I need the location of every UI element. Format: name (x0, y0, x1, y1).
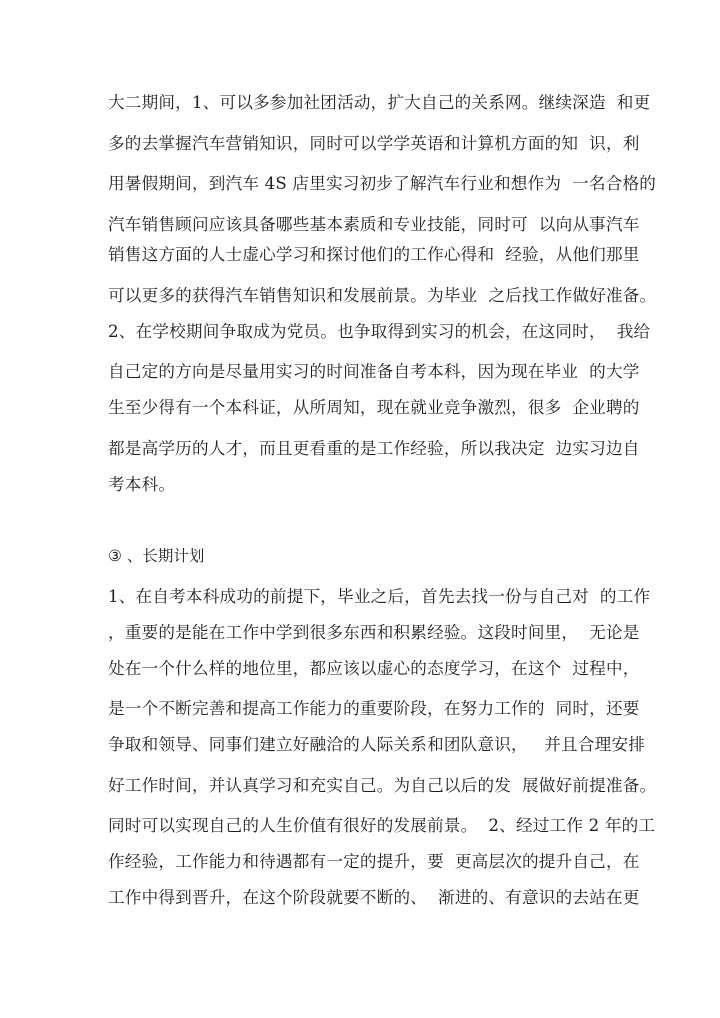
paragraph-line: 同时可以实现自己的人生价值有很好的发展前景。 2、经过工作 2 年的工 (108, 816, 656, 835)
paragraph-line: 可以更多的获得汽车销售知识和发展前景。为毕业 之后找工作做好准备。 (108, 286, 657, 305)
paragraph-line: 是一个不断完善和提高工作能力的重要阶段，在努力工作的 同时，还要 (108, 699, 640, 718)
paragraph-line: 工作中得到晋升，在这个阶段就要不断的、 渐进的、有意识的去站在更 (108, 888, 640, 907)
paragraph-line: 都是高学历的人才，而且更看重的是工作经验，所以我决定 边实习边自 (108, 439, 640, 458)
paragraph-line: 争取和领导、同事们建立好融洽的人际关系和团队意识， 并且合理安排 (108, 735, 646, 754)
paragraph-line: 好工作时间，并认真学习和充实自己。为自己以后的发 展做好前提准备。 (108, 776, 657, 795)
paragraph-line: 处在一个什么样的地位里，都应该以虚心的态度学习，在这个 过程中， (108, 659, 640, 678)
paragraph-line: 作经验，工作能力和待遇都有一定的提升，要 更高层次的提升自己，在 (108, 852, 640, 871)
paragraph-line: 大二期间，1、可以多参加社团活动，扩大自己的关系网。继续深造 和更 (108, 93, 651, 112)
paragraph-line: 生至少得有一个本科证，从所周知，现在就业竞争激烈，很多 企业聘的 (108, 398, 640, 417)
paragraph-line: 1、在自考本科成功的前提下，毕业之后，首先去找一份与自己对 的工作 (108, 587, 651, 606)
paragraph-line: 销售这方面的人士虚心学习和探讨他们的工作心得和 经验，从他们那里 (108, 245, 640, 264)
paragraph-line: 考本科。 (108, 475, 176, 494)
paragraph-line: 自己定的方向是尽量用实习的时间准备自考本科，因为现在毕业 的大学 (108, 362, 640, 381)
paragraph-line: 汽车销售顾问应该具备哪些基本素质和专业技能，同时可 以向从事汽车 (108, 215, 640, 234)
paragraph-line: ，重要的是能在工作中学到很多东西和积累经验。这段时间里， 无论是 (108, 623, 640, 642)
paragraph-line: 用暑假期间，到汽车 4S 店里实习初步了解汽车行业和想作为 一名合格的 (108, 174, 657, 193)
paragraph-line: 2、在学校期间争取成为党员。也争取得到实习的机会，在这同时， 我给 (108, 322, 651, 341)
section-heading-long-term: ③ 、长期计划 (108, 547, 205, 565)
paragraph-line: 多的去掌握汽车营销知识，同时可以学学英语和计算机方面的知 识，利 (108, 134, 640, 153)
